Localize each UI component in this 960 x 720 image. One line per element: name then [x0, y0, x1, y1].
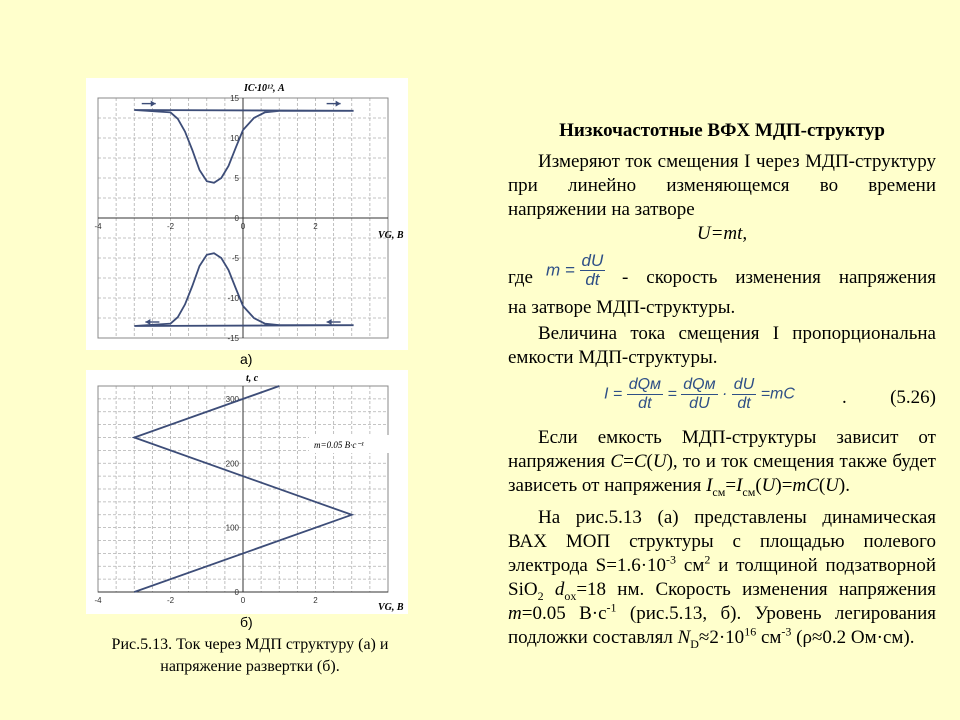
caption-line-2: напряжение развертки (б). — [160, 658, 340, 675]
where-line — [508, 252, 936, 296]
x-tick-label: -4 — [94, 222, 102, 231]
direction-arrowhead — [336, 101, 341, 107]
series-line-2 — [134, 253, 353, 326]
x-tick-label: -2 — [166, 222, 175, 231]
f2-den: dU — [689, 395, 710, 412]
paragraph-3: Если емкость МДП-структуры зависит от напряжения C=C(U), то и ток смещения также будет зависеть от напряжения $I_{см}=I_{см}(U)=mC(U)$. — [508, 427, 936, 499]
rate-formula — [546, 252, 605, 289]
figure-a-panel — [86, 78, 408, 350]
equation-5-26 — [508, 372, 936, 424]
eq-period: . — [842, 387, 847, 408]
y-tick-label: 15 — [230, 94, 239, 103]
y-tick-label: -5 — [231, 254, 239, 263]
where-suffix-end: на затворе МДП-структуры. — [508, 297, 736, 318]
current-formula — [604, 376, 795, 413]
y-axis-label: IC·10¹², А — [244, 83, 285, 94]
f3-den: dt — [737, 395, 751, 412]
where-prefix: где — [508, 267, 533, 288]
fraction-dq-du — [681, 376, 717, 413]
y-tick-label: 0 — [234, 214, 239, 223]
y-tick-label: -10 — [227, 294, 239, 303]
eq-i: I = — [604, 385, 623, 403]
paragraph-1: Измеряют ток смещения I через МДП-структуру при линейно изменяющемся во времени напряжении на затворе — [508, 151, 936, 220]
text-column — [508, 150, 936, 650]
direction-arrowhead — [151, 101, 156, 107]
f2-num: dQм — [683, 376, 716, 393]
equation-number: (5.26) — [890, 387, 936, 408]
paragraph-2: Величина тока смещения I пропорциональна емкости МДП-структуры. — [508, 323, 936, 368]
fraction-dq-dt — [627, 376, 663, 413]
direction-arrowhead — [145, 319, 150, 325]
fraction-du-dt — [732, 376, 756, 413]
eq-dot: · — [722, 385, 728, 403]
equation-u-mt: U=mt, — [696, 223, 748, 244]
y-tick-label: 300 — [225, 394, 239, 404]
eq-equals: = — [667, 385, 677, 403]
y-tick-label: 100 — [225, 523, 239, 533]
rate-num: dU — [581, 251, 604, 270]
x-axis-label: VG, В — [378, 230, 404, 241]
f1-num: dQм — [628, 376, 661, 393]
where-suffix-line: - скорость изменения напряжения — [622, 267, 936, 288]
sweep-chart — [86, 370, 408, 614]
figure-b-panel — [86, 370, 408, 614]
eq-tail: =mC — [760, 385, 795, 403]
f3-num: dU — [733, 376, 755, 393]
x-tick-label: 2 — [313, 222, 318, 231]
x-tick-label: -2 — [166, 596, 175, 605]
f1-den: dt — [638, 395, 652, 412]
rate-fraction — [580, 252, 606, 289]
y-tick-label: -15 — [227, 334, 239, 343]
y-tick-label: 200 — [225, 459, 239, 469]
figure-caption — [80, 634, 420, 678]
rate-annotation: m=0.05 В·с⁻¹ — [314, 440, 364, 450]
current-chart — [86, 78, 408, 350]
y-tick-label: 10 — [230, 134, 239, 143]
caption-line-1: Рис.5.13. Ток через МДП структуру (а) и — [111, 636, 389, 653]
x-tick-label: 2 — [313, 596, 318, 605]
paragraph-4: На рис.5.13 (а) представлены динамическая ВАХ МОП структуры с площадью полевого электрода $S=1.6\cdot 10^{-3}$ $см^2$ и толщиной подзатворной SiO$_2$ $d_{ox}=18$ нм. Скорость изменения напряжения m=0.05 $В\cdot с^{-1}$ (рис.5.13, б). Уровень легирования подложки составлял $N_D\approx 2\cdot 10^{16}$ $см^{-3}$ (ρ≈0.2 Ом·см). — [508, 507, 937, 651]
figure-b-label: б) — [240, 614, 253, 630]
x-tick-label: -4 — [94, 596, 102, 605]
rate-den: dt — [585, 270, 600, 289]
figure-a-label: а) — [240, 351, 253, 367]
y-tick-label: 0 — [234, 588, 239, 597]
y-tick-label: 5 — [234, 174, 239, 183]
direction-arrowhead — [327, 319, 332, 325]
x-tick-label: 0 — [240, 222, 246, 231]
series-line-1 — [134, 110, 353, 183]
rate-lhs: m = — [546, 260, 575, 280]
x-axis-label: VG, В — [378, 602, 404, 613]
x-tick-label: 0 — [240, 596, 246, 605]
y-axis-label: t, c — [246, 373, 259, 384]
section-heading: Низкочастотные ВФХ МДП-структур — [559, 120, 885, 141]
